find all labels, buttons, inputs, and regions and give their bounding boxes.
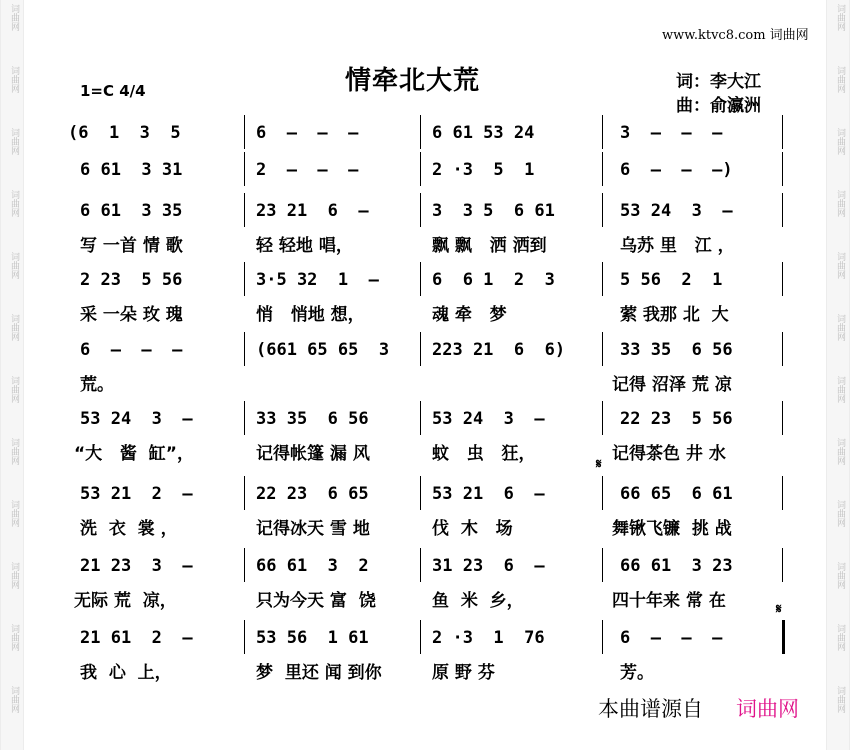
lyric-line: 四十年来 常 在 [612,591,726,611]
measure-notes: 6 61 53 24 [432,123,535,143]
bar-line [602,115,603,149]
watermark-text: 词曲网 [835,128,845,155]
measure-notes: 6 — — —) [620,160,733,180]
measure-notes: 66 61 3 23 [620,556,733,576]
lyric-line: 飘 飘 洒 洒到 [432,236,547,256]
bar-line [244,401,245,435]
lyric-line: 轻 轻地 唱， [256,236,353,256]
bar-line [244,332,245,366]
measure-notes: 53 24 3 — [80,409,193,429]
key-signature: 1=C 4/4 [80,82,146,100]
lyric-line: 洗 衣 裳 ， [80,519,178,539]
watermark-text: 词曲网 [835,314,845,341]
bar-line [244,115,245,149]
watermark-text: 词曲网 [9,376,19,403]
bar-line [420,401,421,435]
bar-line [420,262,421,296]
measure-notes: 2 23 5 56 [80,270,183,290]
measure-notes: 31 23 6 — [432,556,545,576]
measure-notes: 6 6 1 2 3 [432,270,555,290]
lyric-line: 蚊 虫 狂， [432,444,536,464]
bar-line [420,332,421,366]
measure-notes: 53 21 2 — [80,484,193,504]
bar-line [602,401,603,435]
measure-notes: 53 24 3 — [620,201,733,221]
measure-notes: 22 23 5 56 [620,409,733,429]
watermark-text: 词曲网 [9,66,19,93]
measure-notes: 33 35 6 56 [256,409,369,429]
watermark-strip-right [826,0,850,750]
watermark-text: 词曲网 [835,66,845,93]
watermark-text: 词曲网 [835,4,845,31]
lyric-line: 采 一朵 玫 瑰 [80,305,183,325]
measure-notes: 6 — — — [256,123,359,143]
measure-notes: (661 65 65 3 [256,340,390,360]
measure-notes: 3 — — — [620,123,723,143]
footer-source-text: 本曲谱源自 [598,697,703,721]
bar-line [782,262,783,296]
bar-line [244,620,245,654]
composer-credit: 曲：俞瀛洲 [676,96,761,116]
watermark-text: 词曲网 [9,438,19,465]
watermark-text: 词曲网 [9,252,19,279]
segno-mark: 𝄋 [776,602,782,617]
watermark-strip-left [0,0,24,750]
watermark-text: 词曲网 [9,500,19,527]
measure-notes: 2 ·3 1 76 [432,628,545,648]
lyric-line: “大 酱 缸”， [74,444,194,464]
watermark-text: 词曲网 [835,190,845,217]
measure-notes: 6 61 3 35 [80,201,183,221]
bar-line [602,262,603,296]
bar-line [602,332,603,366]
lyric-line: 记得冰天 雪 地 [256,519,370,539]
measure-notes: 53 24 3 — [432,409,545,429]
measure-notes: 53 56 1 61 [256,628,369,648]
bar-line [782,332,783,366]
watermark-text: 词曲网 [835,562,845,589]
bar-line [420,193,421,227]
measure-notes: 223 21 6 6) [432,340,566,360]
measure-notes: 33 35 6 56 [620,340,733,360]
measure-notes: 3 3 5 6 61 [432,201,555,221]
watermark-text: 词曲网 [835,686,845,713]
bar-line [782,115,783,149]
lyricist-credit: 词：李大江 [676,72,761,92]
watermark-text: 词曲网 [9,190,19,217]
measure-notes: 2 ·3 5 1 [432,160,535,180]
bar-line [244,152,245,186]
watermark-text: 词曲网 [9,686,19,713]
bar-line [782,476,783,510]
watermark-text: 词曲网 [9,562,19,589]
lyric-line: 记得帐篷 漏 风 [256,444,370,464]
lyric-line: 荒。 [80,375,114,395]
watermark-text: 词曲网 [835,500,845,527]
lyric-line: 萦 我那 北 大 [620,305,729,325]
bar-line [244,193,245,227]
lyric-line: 鱼 米 乡， [432,591,524,611]
bar-line [602,476,603,510]
bar-line [602,548,603,582]
measure-notes: 23 21 6 — [256,201,369,221]
lyric-line: 乌苏 里 江 ， [620,236,735,256]
measure-notes: 6 — — — [620,628,723,648]
watermark-text: 词曲网 [835,624,845,651]
measure-notes: 66 65 6 61 [620,484,733,504]
bar-line [602,620,603,654]
bar-line [420,620,421,654]
segno-mark: 𝄋 [596,457,602,472]
measure-notes: 2 — — — [256,160,359,180]
lyric-line: 原 野 芬 [432,663,495,683]
measure-notes: 6 — — — [80,340,183,360]
bar-line [420,548,421,582]
song-title: 情牵北大荒 [345,66,481,96]
lyric-line: 无际 荒 凉， [74,591,177,611]
bar-line [782,620,785,654]
measure-notes: 6 61 3 31 [80,160,183,180]
bar-line [782,548,783,582]
lyric-line: 芳。 [620,663,654,683]
lyric-line: 伐 木 场 [432,519,513,539]
bar-line [244,548,245,582]
bar-line [602,152,603,186]
watermark-text: 词曲网 [9,624,19,651]
lyric-line: 我 心 上， [80,663,172,683]
watermark-text: 词曲网 [835,252,845,279]
measure-notes: 22 23 6 65 [256,484,369,504]
bar-line [420,115,421,149]
lyric-line: 写 一首 情 歌 [80,236,183,256]
lyric-line: 记得茶色 井 水 [612,444,726,464]
footer-site-link[interactable]: 词曲网 [736,697,799,721]
bar-line [420,152,421,186]
bar-line [420,476,421,510]
watermark-text: 词曲网 [9,128,19,155]
lyric-line: 舞锹飞镰 挑 战 [612,519,732,539]
watermark-text: 词曲网 [835,438,845,465]
lyric-line: 梦 里还 闻 到你 [256,663,382,683]
lyric-line: 魂 牵 梦 [432,305,507,325]
measure-notes: (6 1 3 5 [68,123,181,143]
measure-notes: 21 61 2 — [80,628,193,648]
bar-line [782,401,783,435]
measure-notes: 5 56 2 1 [620,270,723,290]
lyric-line: 记得 沼泽 荒 凉 [612,375,732,395]
measure-notes: 66 61 3 2 [256,556,369,576]
bar-line [782,152,783,186]
watermark-text: 词曲网 [835,376,845,403]
lyric-line: 只为今天 富 饶 [256,591,376,611]
site-header[interactable]: www.ktvc8.com 词曲网 [662,28,809,43]
bar-line [244,476,245,510]
lyric-line: 悄 悄地 想， [256,305,365,325]
bar-line [244,262,245,296]
watermark-text: 词曲网 [9,4,19,31]
measure-notes: 53 21 6 — [432,484,545,504]
measure-notes: 21 23 3 — [80,556,193,576]
bar-line [782,193,783,227]
watermark-text: 词曲网 [9,314,19,341]
bar-line [602,193,603,227]
measure-notes: 3·5 32 1 — [256,270,379,290]
